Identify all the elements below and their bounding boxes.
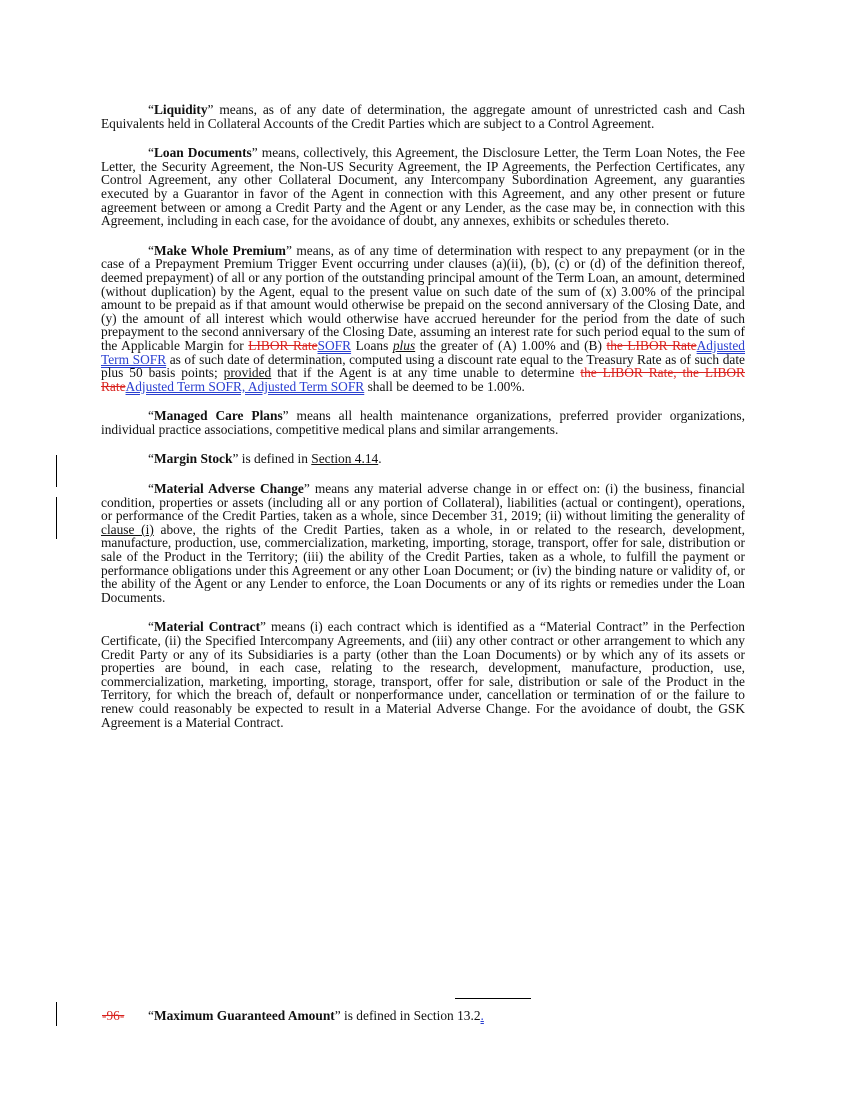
document-page [101,103,745,745]
definition-make-whole-premium: “Make Whole Premium” means, as of any time of determination with respect to any prepayment (or in the case of a Prepayment Premium Trigger Event occurring under clauses (a)(ii), (b), (c) or (d) of the definition thereof, deemed prepayment) of all or any portion of the outstanding principal amount of the Term Loan, an amount, determined (without duplication) by the Agent, equal to the present value on such date of the sum of (x) 3.00% of the principal amount to be prepaid as if that amount would otherwise be prepaid on the second anniversary of the Closing Date, and (y) the amount of all interest which would otherwise have accrued hereunder for the period from the date of such prepayment to the second anniversary of the Closing Date, assuming an interest rate for such period equal to the sum of the Applicable Margin for LIBOR RateSOFR Loans plus the greater of (A) 1.00% and (B) the LIBOR RateAdjusted Term SOFR as of such date of determination, computed using a discount rate equal to the Treasury Rate as of such date plus 50 basis points; provided that if the Agent is at any time unable to determine the LIBOR Rate, the LIBOR RateAdjusted Term SOFR, Adjusted Term SOFR shall be deemed to be 1.00%. [101,242,745,394]
term-managed-care-plans: Managed Care Plans [153,408,283,424]
inserted-text: SOFR [317,337,352,353]
term-material-adverse-change: Material Adverse Change [153,481,304,497]
footnote-rule [455,998,531,999]
deleted-text: LIBOR Rate [248,337,318,353]
term-loan-documents: Loan Documents [153,145,252,161]
section-reference: Section 4.14 [311,451,379,467]
deleted-text: the LIBOR Rate, the LIBOR Rate [101,365,745,394]
definition-loan-documents: “Loan Documents” means, collectively, this Agreement, the Disclosure Letter, the Term Loan Notes, the Fee Letter, the Security Agreement, the Non-US Security Agreement, the IP Agreements, the Perfection Certificates, any Control Agreement, any other Collateral Document, any Intercompany Subordination Agreement, any guaranties executed by a Guarantor in favor of the Agent in connection with this Agreement, and any other present or future agreement between or among a Credit Party and the Agent or any Lender, as the case may be, in connection with this Agreement, including in each case, for the avoidance of doubt, any annexes, exhibits or schedules thereto. [101,145,746,229]
definition-margin-stock: “Margin Stock” is defined in Section 4.14. [148,451,382,467]
term-maximum-guaranteed-amount: Maximum Guaranteed Amount [153,1008,335,1023]
definition-maximum-guaranteed-amount: “Maximum Guaranteed Amount” is defined in Section 13.2. [148,1008,484,1023]
inserted-text: Adjusted Term SOFR [101,337,745,367]
definition-managed-care-plans: “Managed Care Plans” means all health maintenance organizations, preferred provider organizations, individual practice associations, competitive medical plans and similar arrangements. [101,408,745,437]
inserted-text: . [480,1008,484,1023]
change-bar [56,455,57,487]
term-liquidity: Liquidity [153,102,208,117]
change-bar [56,1002,57,1026]
definition-material-contract: “Material Contract” means (i) each contract which is identified as a “Material Contract” in the Perfection Certificate, (ii) the Specified Intercompany Agreements, and (iii) any other contract or other arrangement to which any Credit Party or any of its Subsidiaries is a party (other than the Loan Documents) or by which any of its assets or properties are bound, in each case, relating to the research, development, manufacture, production, use, commercialization, marketing, importing, storage, transport, offer for sale, distribution or sale of the Product in the Territory, for which the breach of, default or nonperformance under, cancellation or termination of or the failure to renew could reasonably be expected to result in a Material Adverse Change. For the avoidance of doubt, the GSK Agreement is a Material Contract. [101,619,746,730]
term-margin-stock: Margin Stock [153,451,233,467]
clause-reference: clause (i) [101,521,154,537]
term-material-contract: Material Contract [153,619,261,635]
term-make-whole-premium: Make Whole Premium [153,242,286,258]
change-bar [56,497,57,539]
definition-liquidity: “Liquidity” means, as of any date of determination, the aggregate amount of unrestricted cash and Cash Equivalents held in Collateral Accounts of the Credit Parties which are subject to a Control Agreement. [101,102,745,131]
page-number: -96- [102,1008,125,1023]
deleted-text: the LIBOR Rate [606,337,697,353]
inserted-text: Adjusted Term SOFR, Adjusted Term SOFR [125,378,365,394]
definition-material-adverse-change: “Material Adverse Change” means any material adverse change in or effect on: (i) the business, financial condition, properties or assets (including all or any portion of Collateral), liabilities (actual or contingent), operations, or performance of the Credit Parties, taken as a whole, since December 31, 2019; (ii) without limiting the generality of clause (i) above, the rights of the Credit Parties, taken as a whole, in or related to the research, development, manufacture, production, use, commercialization, marketing, importing, storage, transport, offer for sale, distribution or sale of the Product in the Territory; (iii) the ability of the Credit Parties, taken as a whole, to fulfill the payment or performance obligations under this Agreement or any other Loan Document; or (iv) the binding nature or validity of, or the ability of the Agent or any Lender to enforce, the Loan Documents or any of its rights or remedies under the Loan Documents. [101,481,745,605]
